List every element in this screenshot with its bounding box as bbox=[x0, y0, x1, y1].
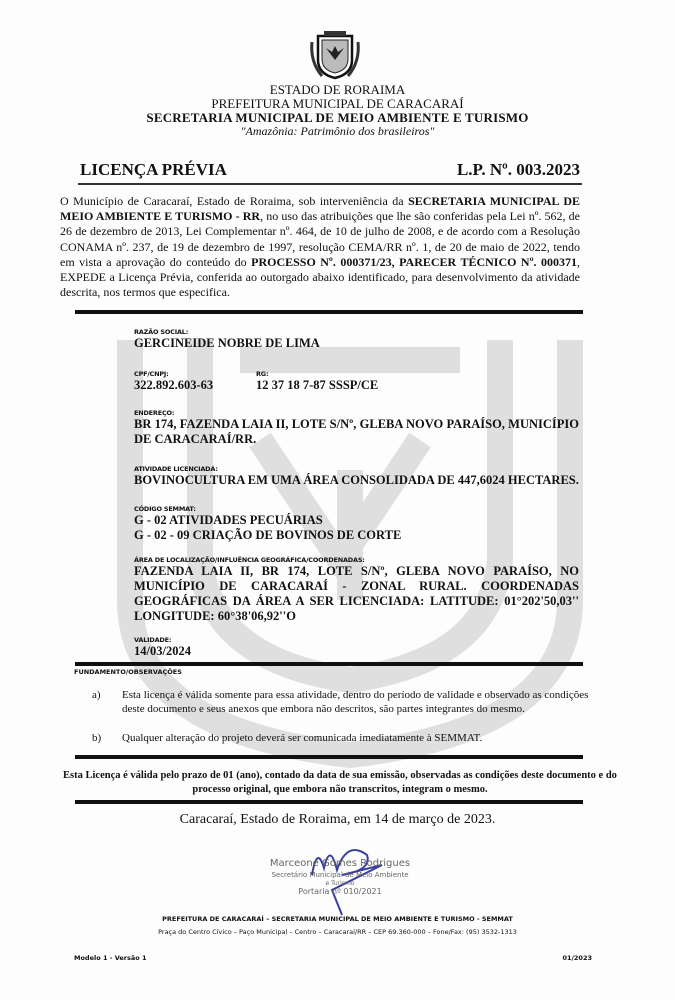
header-secretaria: SECRETARIA MUNICIPAL DE MEIO AMBIENTE E TURISMO bbox=[146, 110, 529, 125]
field-area-localizacao bbox=[134, 556, 579, 624]
observacao-item bbox=[92, 731, 592, 745]
header-prefeitura: PREFEITURA MUNICIPAL DE CARACARAÍ bbox=[211, 96, 464, 111]
observacao-text: Qualquer alteração do projeto deverá ser comunicada imediatamente à SEMMAT. bbox=[122, 732, 483, 744]
footer-page-code: 01/2023 bbox=[562, 954, 592, 962]
observacao-marker: b) bbox=[92, 732, 102, 744]
intro-bold: SECRETARIA MUNICIPAL DE MEIO AMBIENTE E TURISMO - RR bbox=[60, 194, 580, 224]
observacoes-label: FUNDAMENTO/OBSERVAÇÕES bbox=[74, 668, 182, 676]
field-label: ENDEREÇO: bbox=[134, 409, 175, 417]
field-validade bbox=[134, 636, 579, 659]
field-razao-social bbox=[134, 328, 579, 351]
divider bbox=[75, 755, 583, 759]
field-documents bbox=[134, 370, 579, 393]
place-date: Caracaraí, Estado de Roraima, em 14 de março de 2023. bbox=[179, 812, 496, 827]
field-value: G - 02 - 09 CRIAÇÃO DE BOVINOS DE CORTE bbox=[134, 528, 402, 542]
field-label: RG: bbox=[256, 370, 269, 378]
intro-bold: PROCESSO Nº. 000371/23, PARECER TÉCNICO Nº. 000371 bbox=[251, 254, 577, 269]
intro-paragraph bbox=[60, 194, 580, 300]
field-codigo-semmat bbox=[134, 505, 579, 543]
footer-institution: PREFEITURA DE CARACARAÍ – SECRETARIA MUNICIPAL DE MEIO AMBIENTE E TURISMO - SEMMAT bbox=[162, 915, 513, 923]
divider bbox=[78, 183, 582, 185]
field-value: G - 02 ATIVIDADES PECUÁRIAS bbox=[134, 513, 323, 527]
signatory-role-2: e Turismo bbox=[325, 880, 355, 887]
validity-notice: Esta Licença é válida pelo prazo de 01 (ano), contado da data de sua emissão, observadas as condições deste documento e do processo original, que embora não transcritos, integram o mesmo. bbox=[63, 770, 617, 795]
divider bbox=[75, 662, 583, 666]
divider bbox=[75, 800, 583, 804]
signatory-name: Marceone Gomes Rodrigues bbox=[269, 858, 411, 869]
observacao-item bbox=[92, 688, 592, 716]
field-value: 12 37 18 7-87 SSSP/CE bbox=[256, 378, 379, 392]
intro-text: , EXPEDE a Licença Prévia, conferida ao outorgado abaixo identificado, para desenvolvimento da atividade descrita, nos termos que especifica. bbox=[60, 254, 580, 300]
document-title: LICENÇA PRÉVIA bbox=[80, 160, 227, 179]
field-value: GERCINEIDE NOBRE DE LIMA bbox=[134, 336, 320, 350]
footer-model-version: Modelo 1 - Versão 1 bbox=[74, 954, 147, 962]
document-number: L.P. Nº. 003.2023 bbox=[456, 160, 580, 179]
field-value: BOVINOCULTURA EM UMA ÁREA CONSOLIDADA DE 447,6024 HECTARES. bbox=[134, 473, 579, 487]
field-label: CÓDIGO SEMMAT: bbox=[134, 505, 196, 513]
field-atividade bbox=[134, 465, 579, 488]
field-value: 14/03/2024 bbox=[134, 644, 191, 658]
footer-address: Praça do Centro Cívico – Paço Municipal – Centro – Caracaraí/RR – CEP 69.360-000 – Fone/Fax: (95) 3532-1313 bbox=[158, 928, 517, 936]
field-label: VALIDADE: bbox=[134, 636, 172, 644]
field-value: FAZENDA LAIA II, BR 174, LOTE S/Nº, GLEBA NOVO PARAÍSO, NO MUNICÍPIO DE CARACARAÍ - ZONAL RURAL. COORDENADAS GEOGRÁFICAS DA ÁREA A SER LICENCIADA: LATITUDE: 01°202'50,03'' LONGITUDE: 60°38'06,92''O bbox=[134, 564, 579, 623]
field-label: ÁREA DE LOCALIZAÇÃO/INFLUÊNCIA GEOGRÁFICA/COORDENADAS: bbox=[134, 556, 365, 564]
field-endereco bbox=[134, 409, 579, 447]
field-value: BR 174, FAZENDA LAIA II, LOTE S/Nº, GLEBA NOVO PARAÍSO, MUNICÍPIO DE CARACARAÍ/RR. bbox=[134, 417, 579, 446]
header-motto: "Amazônia: Patrimônio dos brasileiros" bbox=[240, 124, 435, 138]
field-label: CPF/CNPJ: bbox=[134, 370, 169, 378]
field-value: 322.892.603-63 bbox=[134, 378, 214, 392]
coat-of-arms-icon bbox=[308, 28, 362, 82]
signatory-portaria: Portaria nº 010/2021 bbox=[298, 887, 382, 896]
observacao-marker: a) bbox=[92, 689, 101, 701]
field-rg bbox=[256, 370, 378, 393]
header-state: ESTADO DE RORAIMA bbox=[269, 82, 406, 97]
field-label: RAZÃO SOCIAL: bbox=[134, 328, 189, 336]
intro-text: , no uso das atribuições que lhe são conferidas pela Lei nº. 562, de 26 de dezembro de 2013, Lei Complementar nº. 464, de 10 de julho de 2008, e de acordo com a Resolução CONAMA nº. 237, de 19 de dezembro de 1997, resolução CEMA/RR nº. 1, de 20 de maio de 2022, tendo em vista a aprovação do conteúdo do bbox=[60, 209, 580, 269]
field-cpf bbox=[134, 370, 256, 393]
observacao-text: Esta licença é válida somente para essa atividade, dentro do período de validade e observado as condições deste documento e seus anexos que embora não descritos, são partes integrantes do mesmo. bbox=[122, 689, 589, 715]
field-label: ATIVIDADE LICENCIADA: bbox=[134, 465, 218, 473]
intro-text: O Município de Caracaraí, Estado de Roraima, sob interveniência da bbox=[60, 194, 409, 208]
divider bbox=[75, 310, 583, 314]
signatory-role: Secretário Municipal de Meio Ambiente bbox=[271, 871, 409, 879]
